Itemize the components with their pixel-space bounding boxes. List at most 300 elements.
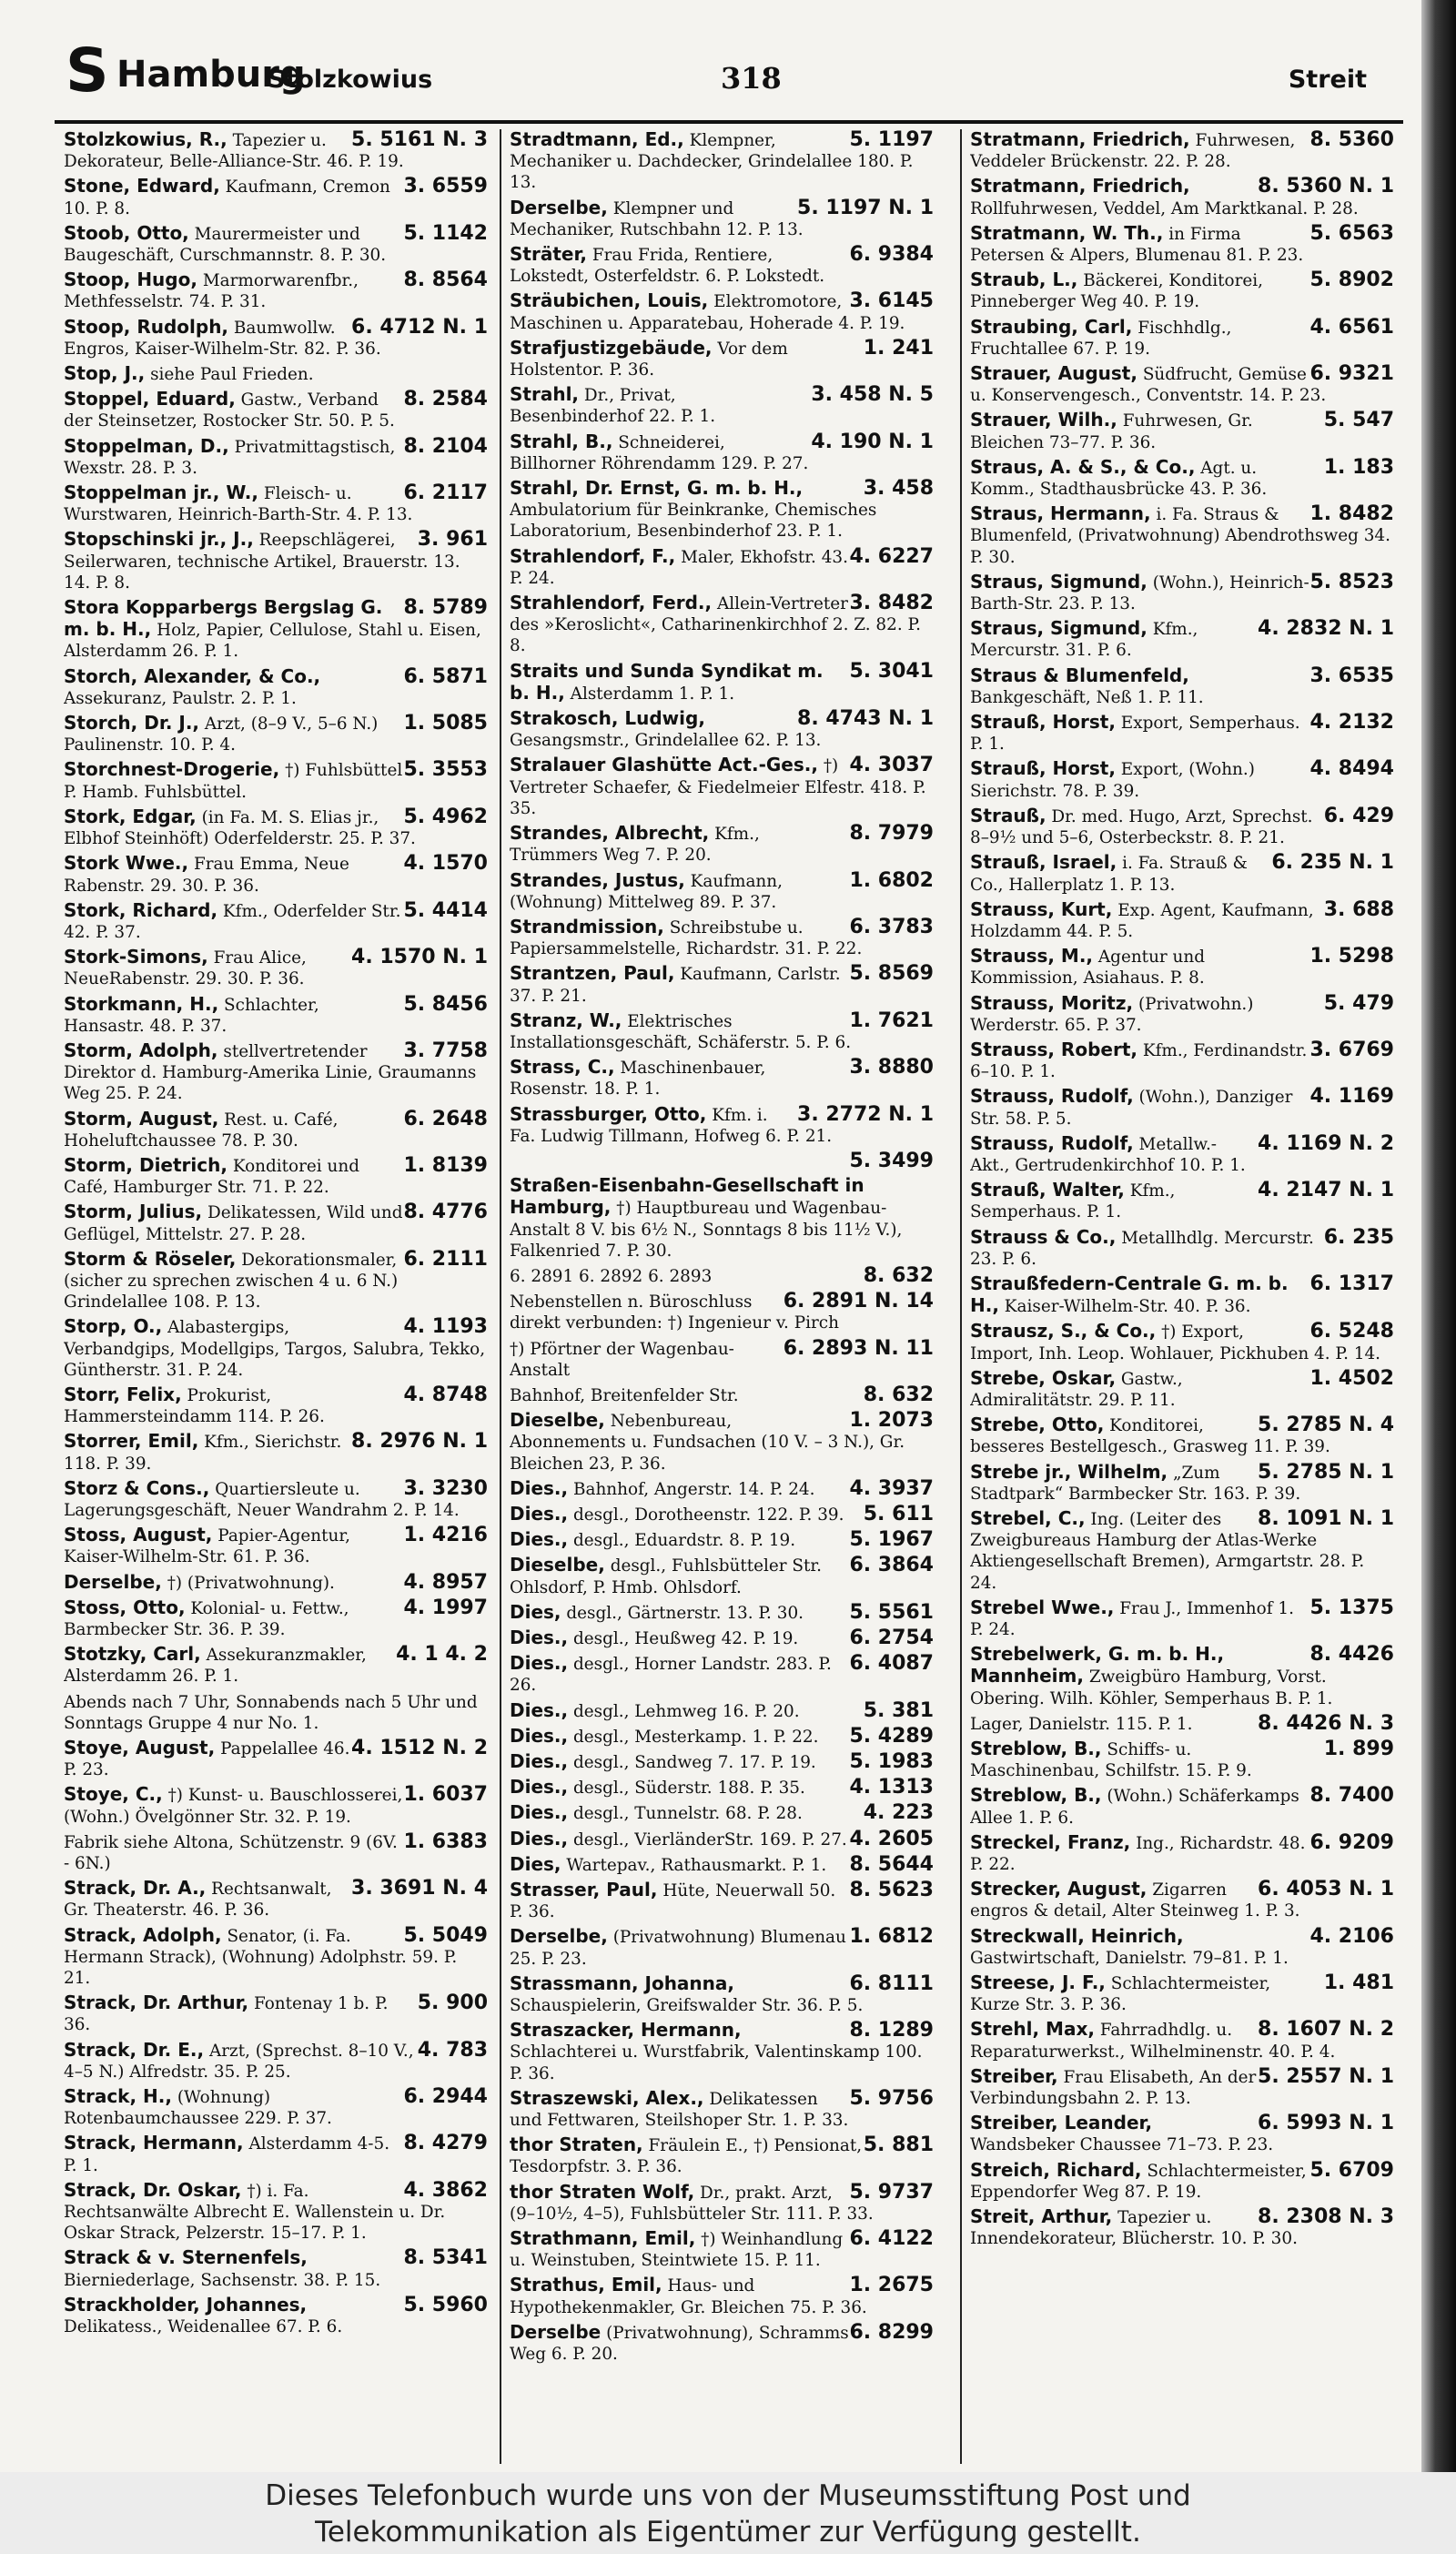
entry-details: Kfm., Trümmers Weg 7. P. 20. [510,825,760,866]
listing-entry [64,666,488,709]
entry-details: Maler, Ekhofstr. 43. P. 24. [510,547,848,588]
subscriber-name: Strauss, Moritz, [970,991,1134,1014]
subscriber-name: Straus, Sigmund, [970,570,1148,593]
phone-number: 5. 8902 [1309,269,1394,292]
entry-details: Delikatess., Weidenallee 67. P. 6. [64,2317,343,2337]
entry-details: Agt. u. Komm., Stadthausbrücke 43. P. 36. [970,458,1268,500]
entry-details: Metallhdlg. Mercurstr. 23. P. 6. [970,1228,1314,1269]
listing-entry [510,1104,934,1147]
subscriber-name: Strack, Dr. A., [64,1877,207,1900]
entry-details: Bahnhof, Breitenfelder Str. [510,1385,739,1405]
section-letter: S [66,35,109,106]
entry-details: Ing. (Leiter des Zweigbureaus Hamburg der Atlas-Werke Aktiengesellschaft Bremen), Armgartstr. 28. P. 24. [970,1509,1365,1593]
entry-details: (Wohn.), Heinrich-Barth-Str. 23. P. 13. [970,573,1309,614]
listing-entry [510,1751,934,1773]
listing-entry [510,1175,934,1262]
entry-details: Delikatessen und Fettwaren, Steilshoper Str. 1. P. 33. [510,2089,849,2131]
column-divider [960,129,962,2464]
listing-entry [510,1504,934,1525]
listing-entry [510,963,934,1006]
subscriber-name: Strausz, S., & Co., [970,1320,1157,1343]
phone-number: 4. 1570 N. 1 [351,946,488,969]
listing-entry [510,198,934,240]
listing-entry [970,1180,1394,1222]
entry-details: (in Fa. M. S. Elias jr., Elbhof Steinhöft) Oderfelderstr. 25. P. 37. [64,807,416,849]
column-divider [500,129,501,2464]
subscriber-name: Stone, Edward, [64,175,220,198]
subscriber-name: Strebel, C., [970,1506,1086,1529]
phone-number: 5. 1197 [849,129,934,151]
phone-number: 1. 481 [1323,1971,1394,1995]
entry-details: Nebenstellen n. Büroschluss direkt verbunden: †) Ingenieur v. Pirch [510,1292,839,1333]
phone-number: 4. 1313 [849,1776,934,1799]
entry-details: Schlachtermeister, Kurze Str. 3. P. 36. [970,1974,1271,2015]
subscriber-name: Stolzkowius, R., [64,129,228,150]
listing-entry [64,806,488,849]
phone-number: 6. 9321 [1309,362,1394,386]
entry-details: Kaufmann, Carlstr. 37. P. 21. [510,965,841,1006]
listing-entry [64,1431,488,1474]
subscriber-name: Strack, Dr. E., [64,2038,205,2061]
listing-entry [510,1700,934,1722]
listing-entry [970,1321,1394,1363]
subscriber-name: Streckel, Franz, [970,1830,1131,1853]
listing-entry [510,1602,934,1624]
subscriber-name: Strauß, [970,804,1046,826]
listing-entry [64,482,488,525]
subscriber-name: Strahl, [510,383,580,406]
phone-number: 3. 6769 [1309,1038,1394,1061]
entry-details: Dekorationsmaler, (sicher zu sprechen zwischen 4 u. 6 N.) Grindelallee 108. P. 13. [64,1250,399,1312]
subscriber-name: Stoppelman, D., [64,434,229,457]
listing-entry [970,1644,1394,1709]
subscriber-name: Strauß, Walter, [970,1179,1125,1201]
listing-entry [64,389,488,431]
listing-entry [510,661,934,704]
listing-entry [970,2066,1394,2109]
page-header [66,36,1403,109]
subscriber-name: Dies, [510,1600,561,1623]
entry-details: Elektrisches Installationsgeschäft, Schäferstr. 5. P. 6. [510,1011,852,1052]
entry-details: Kfm., Oderfelder Str. 42. P. 37. [64,901,401,942]
subscriber-name: Straus, Sigmund, [970,617,1148,640]
entry-details: Papier-Agentur, Kaiser-Wilhelm-Str. 61. P. 36. [64,1526,350,1567]
phone-number: 4. 2147 N. 1 [1258,1179,1394,1202]
listing-entry [970,665,1394,708]
entry-details: Schiffs- u. Maschinenbau, Schilfstr. 15. P. 9. [970,1740,1252,1781]
listing-entry [64,1525,488,1567]
entry-details: (Privatwohnung) Blumenau 25. P. 23. [510,1928,846,1969]
entry-details: Rest. u. Café, Hoheluftchaussee 78. P. 30. [64,1110,339,1150]
phone-number: 8. 4743 N. 1 [797,707,934,731]
listing-entry [970,712,1394,755]
phone-number: 6. 2754 [849,1627,934,1649]
phone-number: 8. 5789 [403,596,488,620]
subscriber-name: Streit, Arthur, [970,2205,1113,2228]
listing-entry [970,1273,1394,1317]
listing-entry [510,2134,934,2177]
entry-details: Reepschlägerei, Seilerwaren, technische Artikel, Brauerstr. 13. 14. P. 8. [64,531,460,593]
phone-number: 5. 5960 [403,2293,488,2316]
entry-details: (Wohn.) Schäferkamps Allee 1. P. 6. [970,1787,1299,1828]
phone-number: 1. 6812 [849,1925,934,1949]
listing-entry [510,1627,934,1649]
subscriber-name: Strackholder, Johannes, [64,2293,308,2316]
header-rule [55,120,1403,124]
listing-entry [510,1726,934,1748]
subscriber-name: Storrer, Emil, [64,1430,199,1453]
listing-entry [970,129,1394,172]
subscriber-name: Straszewski, Alex., [510,2086,704,2109]
entry-details: Bäckerei, Konditorei, Pinneberger Weg 40. P. 19. [970,271,1263,312]
listing-entry [510,1010,934,1053]
listing-entry [64,1597,488,1640]
phone-number: 5. 1142 [403,221,488,245]
phone-number: 1. 7621 [849,1008,934,1032]
listing-entry [970,899,1394,942]
phone-number: 5. 8569 [849,962,934,986]
subscriber-name: Strauß, Horst, [970,711,1116,734]
subscriber-name: Stoss, August, [64,1524,213,1546]
phone-number: 4. 783 [417,2038,488,2062]
subscriber-name: Dies., [510,1698,569,1721]
subscriber-name: Stork, Richard, [64,898,218,921]
phone-number: 8. 632 [863,1263,934,1287]
phone-number: 1. 6383 [403,1829,488,1853]
listing-entry [510,1057,934,1100]
subscriber-name: Straszacker, Hermann, [510,2019,742,2042]
subscriber-name: Dies., [510,1827,569,1850]
phone-number: 3. 6559 [403,175,488,198]
listing-entry [970,852,1394,895]
subscriber-name: Stoss, Otto, [64,1596,186,1618]
phone-number: 4. 223 [863,1801,934,1825]
listing-entry [970,2160,1394,2203]
phone-number: 5. 3041 [849,659,934,683]
listing-entry [970,1738,1394,1781]
subscriber-name: Streich, Richard, [970,2158,1142,2181]
subscriber-name: Straußfedern-Centrale G. m. b. H., [970,1272,1289,1317]
entry-details: Schlachter, Hansastr. 48. P. 37. [64,995,319,1036]
entry-details: Fuhrwesen, Gr. Bleichen 73–77. P. 36. [970,411,1253,452]
entry-details: Schlachterei u. Wurstfabrik, Valentinskamp 100. P. 36. [510,2042,923,2083]
phone-number: 8. 1091 N. 1 [1258,1506,1394,1530]
subscriber-name: Strafjustizgebäude, [510,336,713,359]
entry-details: Arzt, (Sprechst. 8–10 V., 4–5 N.) Alfredstr. 35. P. 25. [64,2041,414,2082]
subscriber-name: Stralauer Glashütte Act.-Ges., [510,754,818,776]
listing-entry [510,1150,934,1171]
phone-number: 5. 611 [863,1502,934,1525]
entry-details: Bierniederlage, Sachsenstr. 38. P. 15. [64,2270,381,2290]
entry-details: Schlachtermeister, Eppendorfer Weg 87. P. 19. [970,2161,1307,2202]
phone-number: 4. 1570 [403,852,488,876]
phone-number: 1. 2675 [849,2274,934,2297]
subscriber-name: Strauss & Co., [970,1225,1117,1248]
phone-number: 8. 2584 [403,388,488,411]
phone-number: 6. 5248 [1309,1320,1394,1343]
listing-entry [510,708,934,751]
listing-entry [970,1926,1394,1969]
city-name: Hamburg [116,54,306,96]
entry-details: desgl., Fuhlsbütteler Str. Ohlsdorf, P. Hmb. Ohlsdorf. [510,1556,823,1597]
subscriber-name: Streese, J. F., [970,1971,1106,1994]
listing-entry [64,853,488,896]
entry-details: Lager, Danielstr. 115. P. 1. [970,1714,1193,1734]
listing-column-3 [970,129,1394,2464]
entry-details: Haus- und Hypothekenmakler, Gr. Bleichen 75. P. 36. [510,2276,867,2317]
subscriber-name: Dies., [510,1724,569,1747]
phone-number: 3. 3230 [403,1476,488,1500]
subscriber-name: Storm, August, [64,1107,219,1130]
phone-number: 5. 881 [863,2133,934,2157]
phone-number: 6. 2648 [403,1107,488,1130]
entry-details: Vor dem Holstentor. P. 36. [510,339,788,380]
entry-details: Maschinenbauer, Rosenstr. 18. P. 1. [510,1059,766,1100]
listing-entry [64,1831,488,1874]
entry-details: Schreibstube u. Papiersammelstelle, Richardstr. 31. P. 22. [510,917,863,959]
listing-entry [64,947,488,989]
listing-entry [64,1040,488,1105]
subscriber-name: Straus, A. & S., & Co., [970,455,1196,478]
phone-number: 5. 4289 [849,1724,934,1748]
listing-entry [970,946,1394,988]
listing-entry [970,1227,1394,1270]
subscriber-name: Storr, Felix, [64,1383,182,1405]
subscriber-name: Stork-Simons, [64,946,208,968]
entry-details: Klempner und Mechaniker, Rutschbahn 12. P. 13. [510,198,804,239]
listing-column-1 [64,129,488,2464]
phone-number: 3. 3691 N. 4 [351,1877,488,1900]
subscriber-name: Stoop, Rudolph, [64,315,229,338]
listing-entry [64,363,488,385]
subscriber-name: Dies., [510,1652,569,1675]
subscriber-name: Storm & Röseler, [64,1247,237,1270]
entry-details: Abends nach 7 Uhr, Sonnabends nach 5 Uhr und Sonntags Gruppe 4 nur No. 1. [64,1692,478,1733]
listing-entry [970,2019,1394,2062]
entry-details: Export, (Wohn.) Sierichstr. 78. P. 39. [970,760,1255,801]
phone-number: 8. 2976 N. 1 [351,1430,488,1454]
subscriber-name: Stoppelman jr., W., [64,481,258,504]
phone-number: 1. 899 [1323,1738,1394,1761]
phone-number: 8. 632 [863,1383,934,1406]
subscriber-name: Dies., [510,1776,569,1799]
entry-details: Arzt, (8–9 V., 5–6 N.) Paulinenstr. 10. P. 4. [64,715,379,755]
entry-details: †) i. Fa. Rechtsanwälte Albrecht E. Wallenstein u. Dr. Oskar Strack, Pelzerstr. 15–17. P. 1. [64,2181,446,2244]
phone-number: 8. 7979 [849,822,934,846]
entry-details: Frau Frida, Rentiere, Lokstedt, Osterfeldstr. 6. P. Lokstedt. [510,246,825,287]
phone-number: 4. 2605 [849,1827,934,1850]
subscriber-name: Straits und Sunda Syndikat m. b. H., [510,659,824,704]
listing-entry [510,1854,934,1876]
subscriber-name: Straus & Blumenfeld, [970,664,1189,686]
entry-details: Fräulein E., †) Pensionat, Tesdorpfstr. 3. P. 36. [510,2136,863,2177]
subscriber-name: Strandes, Justus, [510,868,685,891]
range-end: Streit [1288,66,1367,94]
listing-entry [510,1653,934,1696]
subscriber-name: Stop, J., [64,362,146,385]
subscriber-name: Derselbe, [510,196,608,218]
subscriber-name: Strasser, Paul, [510,1879,658,1901]
listing-entry [970,806,1394,848]
subscriber-name: Stopschinski jr., J., [64,528,254,551]
phone-number: 6. 9384 [849,243,934,267]
entry-details: desgl., VierländerStr. 169. P. 27. [572,1829,847,1850]
phone-number: 5. 1983 [849,1750,934,1774]
subscriber-name: Strahl, B., [510,430,613,452]
subscriber-name: Storz & Cons., [64,1476,210,1499]
entry-details: i. Fa. Straus & Blumenfeld, (Privatwohnung) Abendrothsweg 34. P. 30. [970,505,1390,567]
subscriber-name: Dies, [510,1852,561,1875]
subscriber-name: Dies., [510,1801,569,1824]
phone-number: 6. 235 N. 1 [1271,851,1394,875]
subscriber-name: Strebe, Oskar, [970,1366,1117,1389]
phone-number: 6. 5993 N. 1 [1258,2112,1394,2135]
phone-number: 4. 2106 [1309,1924,1394,1948]
listing-entry [64,597,488,663]
subscriber-name: Streblow, B., [970,1738,1102,1760]
entry-details: stellvertretender Direktor d. Hamburg-Amerika Linie, Graumanns Weg 25. P. 24. [64,1041,477,1104]
listing-entry [970,269,1394,312]
subscriber-name: Strack, Dr. Oskar, [64,2178,242,2201]
listing-entry [64,269,488,312]
listing-entry [510,290,934,333]
listing-entry [510,1777,934,1799]
listing-entry [970,2113,1394,2155]
entry-details: †) (Privatwohnung). [167,1573,335,1593]
subscriber-name: Stotzky, Carl, [64,1643,201,1666]
listing-entry [64,223,488,266]
listing-entry [64,176,488,218]
listing-entry [970,176,1394,218]
entry-details: Ing., Richardstr. 48. P. 22. [970,1833,1306,1875]
entry-details: Exp. Agent, Kaufmann, Holzdamm 44. P. 5. [970,900,1314,941]
subscriber-name: Straub, L., [970,269,1078,291]
entry-details: Maurermeister und Baugeschäft, Curschmannstr. 8. P. 30. [64,224,387,266]
phone-number: 3. 688 [1323,897,1394,921]
phone-number: 5. 5049 [403,1923,488,1947]
listing-entry [970,1597,1394,1640]
entry-details: Kaufmann, Cremon 10. P. 8. [64,177,390,218]
entry-details: Gastwirtschaft, Danielstr. 79–81. P. 1. [970,1948,1289,1968]
subscriber-name: Stratmann, W. Th., [970,221,1164,244]
listing-entry [970,317,1394,360]
entry-details: Holz, Papier, Cellulose, Stahl u. Eisen, Alsterdamm 26. P. 1. [64,621,481,662]
entry-details: Dr., prakt. Arzt, (9–10½, 4–5), Fuhlsbütteler Str. 111. P. 33. [510,2183,874,2224]
entry-details: Fontenay 1 b. P. 36. [64,1994,389,2035]
subscriber-name: Dies., [510,1528,569,1551]
subscriber-name: Streiber, Leander, [970,2112,1153,2134]
phone-number: 5. 4962 [403,805,488,828]
phone-number: 3. 7758 [403,1039,488,1062]
entry-details: Kolonial- u. Fettw., Barmbecker Str. 36. P. 39. [64,1598,349,1639]
entry-details: Privatmittagstisch, Wexstr. 28. P. 3. [64,437,396,478]
subscriber-name: Strebe, Otto, [970,1414,1105,1436]
phone-number: 5. 547 [1323,409,1394,432]
entry-details: †) Pförtner der Wagenbau-Anstalt [510,1339,734,1380]
phone-number: 6. 4712 N. 1 [351,315,488,339]
phone-number: 8. 8564 [403,269,488,292]
entry-details: Quartiersleute u. Lagerungsgeschäft, Neuer Wandrahm 2. P. 14. [64,1479,460,1520]
listing-entry [510,2228,934,2271]
subscriber-name: Storp, O., [64,1315,163,1338]
subscriber-name: Strahlendorf, Ferd., [510,592,713,614]
listing-column-2 [510,129,934,2464]
phone-number: 4. 6227 [849,544,934,568]
listing-entry [64,317,488,360]
subscriber-name: Strauss, Rudolf, [970,1085,1134,1108]
entry-details: Kfm., Mercurstr. 31. P. 6. [970,620,1198,661]
entry-details: Schneiderei, Billhorner Röhrendamm 129. P. 27. [510,432,809,473]
phone-number: 1. 5085 [403,712,488,735]
phone-number: 5. 381 [863,1698,934,1722]
subscriber-name: Stranz, W., [510,1008,622,1031]
listing-entry [64,2247,488,2290]
subscriber-name: Dies., [510,1750,569,1773]
listing-entry [970,457,1394,500]
phone-number: 5. 1967 [849,1528,934,1552]
subscriber-name: Strauer, August, [970,362,1138,385]
listing-entry [510,1555,934,1597]
phone-number: 1. 5298 [1309,945,1394,968]
subscriber-name: Streckwall, Heinrich, [970,1924,1184,1947]
entry-details: Bahnhof, Angerstr. 14. P. 24. [572,1479,815,1499]
subscriber-name: Strass, C., [510,1056,615,1079]
subscriber-name: Storch, Dr. J., [64,712,200,735]
listing-entry [64,1925,488,1990]
entry-details: Dr. med. Hugo, Arzt, Sprechst. 8–9½ und 5–6, Osterbeckstr. 8. P. 21. [970,806,1313,848]
subscriber-name: Strack, Dr. Arthur, [64,1992,249,2014]
entry-details: Frau Alice, NeueRabenstr. 29. 30. P. 36. [64,948,307,989]
entry-details: Frau J., Immenhof 1. P. 24. [970,1598,1294,1639]
phone-number: 3. 458 N. 5 [811,383,934,407]
phone-number: 6. 429 [1323,804,1394,827]
phone-number: 6. 2117 [403,481,488,505]
subscriber-name: Stoppel, Eduard, [64,388,236,410]
phone-number: 8. 1607 N. 2 [1258,2018,1394,2042]
listing-entry [510,1291,934,1333]
entry-details: Schauspielerin, Greifswalder Str. 36. P. 5. [510,1996,864,2016]
subscriber-name: Storm, Julius, [64,1201,203,1223]
phone-number: 1. 4502 [1309,1366,1394,1390]
listing-entry [970,1713,1394,1735]
subscriber-name: Sträubichen, Louis, [510,289,709,312]
phone-number: 6. 2944 [403,2085,488,2109]
phone-number: 5. 1197 N. 1 [797,196,934,219]
listing-entry [510,338,934,380]
entry-details: Marmorwarenfbr., Methfesselstr. 74. P. 31. [64,271,359,312]
listing-entry [64,2133,488,2175]
listing-entry [510,1265,934,1287]
entry-details: 6. 2891 6. 2892 6. 2893 [510,1266,713,1286]
subscriber-name: thor Straten, [510,2133,643,2156]
phone-number: 6. 1317 [1309,1272,1394,1295]
subscriber-name: Storm, Dietrich, [64,1153,228,1176]
phone-number: 3. 8880 [849,1056,934,1079]
entry-details: Fabrik siehe Altona, Schützenstr. 9 (6V. - 6N.) [64,1832,398,1874]
phone-number: 6. 9209 [1309,1830,1394,1854]
listing-entry [510,1926,934,1969]
listing-entry [510,1384,934,1406]
entry-details: Ambulatorium für Beinkranke, Chemisches Laboratorium, Besenbinderhof 23. P. 1. [510,501,877,542]
phone-number: 4. 6561 [1309,315,1394,339]
entry-details: desgl., Gärtnerstr. 13. P. 30. [566,1603,804,1623]
book-binding-edge [1421,0,1456,2472]
phone-number: 6. 4122 [849,2227,934,2251]
entry-details: Gastw., Verband der Steinsetzer, Rostocker Str. 50. P. 5. [64,390,395,431]
subscriber-name: Strebelwerk, G. m. b. H., Mannheim, [970,1643,1225,1687]
entry-details: Delikatessen, Wild und Geflügel, Mittelstr. 27. P. 28. [64,1203,403,1244]
listing-entry [970,1133,1394,1176]
